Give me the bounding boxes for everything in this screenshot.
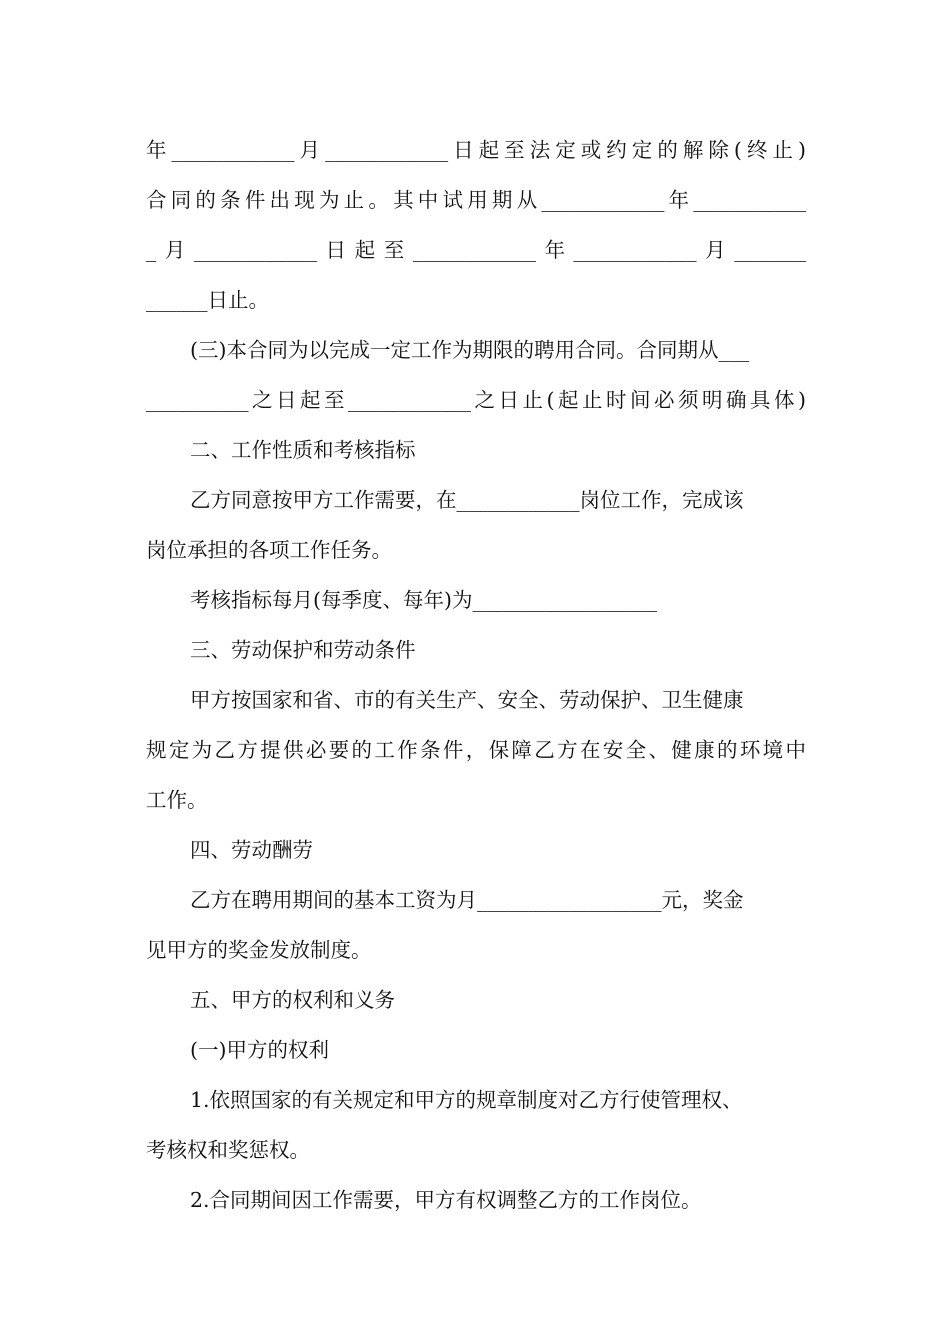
text-line: __________之日起至____________之日止(起止时间必须明确具体)	[146, 388, 806, 412]
paragraph-line: 甲方按国家和省、市的有关生产、安全、劳动保护、卫生健康	[190, 688, 744, 712]
paragraph-line: 乙方同意按甲方工作需要，在____________岗位工作，完成该	[190, 488, 744, 512]
section-heading: 二、工作性质和考核指标	[190, 438, 416, 462]
paragraph-line: 1.依照国家的有关规定和甲方的规章制度对乙方行使管理权、	[190, 1088, 743, 1112]
text-line: 工作。	[146, 788, 208, 812]
paragraph-line: 考核指标每月(每季度、每年)为__________________	[190, 588, 657, 612]
text-line: 岗位承担的各项工作任务。	[146, 538, 392, 562]
text-line: ______日止。	[146, 288, 269, 312]
section-heading: 三、劳动保护和劳动条件	[190, 638, 416, 662]
text-line: 合同的条件出现为止。其中试用期从____________年___________	[146, 188, 806, 212]
text-line: 年____________月____________日起至法定或约定的解除(终止)	[146, 138, 806, 162]
text-line: _月____________日起至____________年____________月_______	[146, 238, 806, 262]
text-line: 考核权和奖惩权。	[146, 1138, 310, 1162]
text-line: 见甲方的奖金发放制度。	[146, 938, 372, 962]
paragraph-line: 乙方在聘用期间的基本工资为月__________________元，奖金	[190, 888, 744, 912]
text-line: 规定为乙方提供必要的工作条件，保障乙方在安全、健康的环境中	[146, 738, 806, 762]
paragraph-line: 2.合同期间因工作需要，甲方有权调整乙方的工作岗位。	[190, 1188, 702, 1212]
subsection-heading: (一)甲方的权利	[190, 1038, 329, 1062]
section-heading: 四、劳动酬劳	[190, 838, 313, 862]
paragraph-line: (三)本合同为以完成一定工作为期限的聘用合同。合同期从___	[190, 338, 750, 362]
section-heading: 五、甲方的权利和义务	[190, 988, 395, 1012]
